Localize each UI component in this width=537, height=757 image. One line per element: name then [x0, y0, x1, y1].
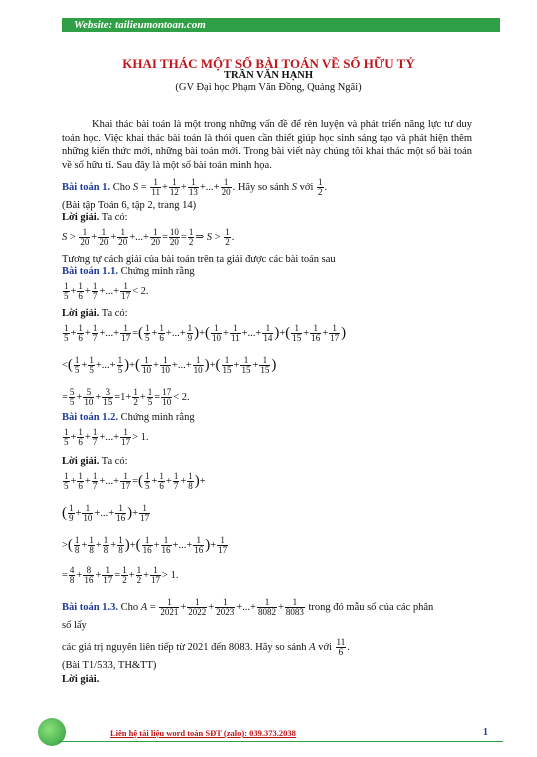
problem-1-2: [62, 412, 195, 423]
formula: = $\frac{4}{8}$ + $\frac{8}{16}$ + $\frac{1}{17}$ = $\frac{1}{2}$ + $\frac{1}{2}$ + $\frac{1}{17}$ > 1.: [62, 565, 179, 585]
problem-1: Bài toán 1. Cho S = $\frac{1}{11}$ + $\frac{1}{12}$ + $\frac{1}{13}$ +...+ $\frac{1}{20}$ . Hãy so sánh S với $\frac{1}{2}$ .: [62, 177, 328, 197]
problem-1-1-solution: [62, 308, 128, 319]
problem-label: Bài toán 1.3.: [62, 601, 119, 613]
problem-text: trong đó mẫu số của các phân: [305, 601, 434, 613]
problem-text: Cho: [118, 601, 141, 613]
problem-1-1: [62, 266, 195, 277]
problem-1-3-source: (Bài T1/533, TH&TT): [62, 660, 157, 671]
formula: ( $\frac{1}{9}$ + $\frac{1}{10}$ +...+ $\frac{1}{16}$ )+ $\frac{1}{17}$: [62, 503, 150, 523]
author: TRẦN VĂN HẠNH: [223, 70, 314, 81]
solution-text: Ta có:: [99, 308, 128, 319]
problem-text: . Hãy so sánh: [232, 181, 292, 193]
website-link[interactable]: Website: tailieumontoan.com: [74, 19, 206, 31]
var-a: A: [140, 601, 148, 613]
footer-contact[interactable]: Liên hệ tài liệu word toán SĐT (zalo): 039.373.2038: [110, 728, 296, 738]
footer-divider: [58, 741, 503, 742]
formula: $\frac{1}{5}$ + $\frac{1}{6}$ + $\frac{1}{7}$ +...+ $\frac{1}{17}$ =( $\frac{1}{5}$ + $\frac{1}{6}$ +...+ $\frac{1}{9}$ )+( $\frac{1}{10}$ + $\frac{1}{11}$ +...+ $\frac{1}{14}$ )+( $\frac{1}{15}$ + $\frac{1}{16}$ + $\frac{1}{17}$ ): [64, 323, 347, 343]
solution-label: Lời giải.: [62, 308, 100, 319]
formula: = $\frac{5}{5}$ + $\frac{5}{10}$ + $\frac{3}{15}$ =1+ $\frac{1}{2}$ + $\frac{1}{5}$ = $\frac{17}{10}$ < 2.: [62, 387, 190, 407]
problem-1-solution: [62, 212, 128, 223]
var-s: S: [291, 181, 298, 193]
problem-text: Chứng minh rằng: [118, 412, 195, 423]
problem-label: Bài toán 1.2.: [62, 412, 119, 423]
formula: <( $\frac{1}{5}$ + $\frac{1}{5}$ +...+ $\frac{1}{5}$ )+( $\frac{1}{10}$ + $\frac{1}{10}$ +...+ $\frac{1}{10}$ )+( $\frac{1}{15}$ + $\frac{1}{15}$ + $\frac{1}{15}$ ): [62, 355, 277, 375]
intro-paragraph: [62, 118, 472, 172]
problem-1-3-cont: số lấy: [62, 620, 87, 631]
problem-text: với: [315, 641, 335, 653]
problem-1-3: Bài toán 1.3. Cho A = $\frac{1}{2021}$ + $\frac{1}{2022}$ + $\frac{1}{2023}$ +...+ $\frac{1}{8082}$ + $\frac{1}{8083}$ trong đó mẫu số của các phân: [62, 597, 434, 617]
formula: $\frac{1}{5}$ + $\frac{1}{6}$ + $\frac{1}{7}$ +...+ $\frac{1}{17}$ =( $\frac{1}{5}$ + $\frac{1}{6}$ + $\frac{1}{7}$ + $\frac{1}{8}$ )+: [64, 471, 206, 491]
formula: >( $\frac{1}{8}$ + $\frac{1}{8}$ + $\frac{1}{8}$ + $\frac{1}{8}$ )+( $\frac{1}{16}$ + $\frac{1}{16}$ +...+ $\frac{1}{16}$ )+ $\frac{1}{17}$: [62, 535, 228, 555]
affiliation: (GV Đại học Phạm Văn Đồng, Quảng Ngãi): [175, 82, 362, 93]
solution-text: Ta có:: [99, 456, 128, 467]
page-title: KHAI THÁC MỘT SỐ BÀI TOÁN VỀ SỐ HỮU TỶ: [122, 56, 415, 71]
problem-text: Chứng minh rằng: [118, 266, 195, 277]
problem-text: Cho: [110, 181, 133, 193]
problem-1-3-cont: các giá trị nguyên liên tiếp từ 2021 đến 8083. Hãy so sánh A với $\frac{11}{6}$ .: [62, 637, 350, 657]
solution-label: Lời giải.: [62, 212, 100, 223]
formula: S > $\frac{1}{20}$ + $\frac{1}{20}$ + $\frac{1}{20}$ +...+ $\frac{1}{20}$ = $\frac{10}{20}$ = $\frac{1}{2}$ ⇒ S > $\frac{1}{2}$ .: [62, 227, 235, 247]
problem-text: các giá trị nguyên liên tiếp từ 2021 đến 8083. Hãy so sánh: [62, 641, 310, 653]
intro-text: Khai thác bài toán là một trong những vấn đề để rèn luyện và phát triển năng lực tư duy toán học. Việc khai thác bài toán là thói quen cần thiết giúp học sinh sáng tạo và phát hiện thêm những kiến thức mới, những bài toán mới. Trong bài viết này chúng tôi khai thác một số bài toán về số hữu tỉ. Sau đây là một số bài toán minh họa.: [62, 119, 472, 171]
problem-1-source: (Bài tập Toán 6, tập 2, trang 14): [62, 200, 197, 211]
problem-text: với: [297, 181, 316, 193]
problem-1-3-solution: Lời giải.: [62, 674, 100, 685]
problem-label: Bài toán 1.1.: [62, 266, 119, 277]
formula: $\frac{1}{5}$ + $\frac{1}{6}$ + $\frac{1}{7}$ +...+ $\frac{1}{17}$ < 2.: [64, 281, 149, 301]
header-bar: [62, 18, 500, 32]
formula: $\frac{1}{5}$ + $\frac{1}{6}$ + $\frac{1}{7}$ +...+ $\frac{1}{17}$ > 1.: [64, 427, 149, 447]
solution-text: Ta có:: [99, 212, 128, 223]
problem-label: Bài toán 1.: [62, 181, 111, 193]
problem-1-2-solution: [62, 456, 128, 467]
solution-label: Lời giải.: [62, 456, 100, 467]
page-number: 1: [483, 727, 488, 738]
transition-note: Tương tự cách giải của bài toán trên ta giải được các bài toán sau: [62, 254, 336, 265]
